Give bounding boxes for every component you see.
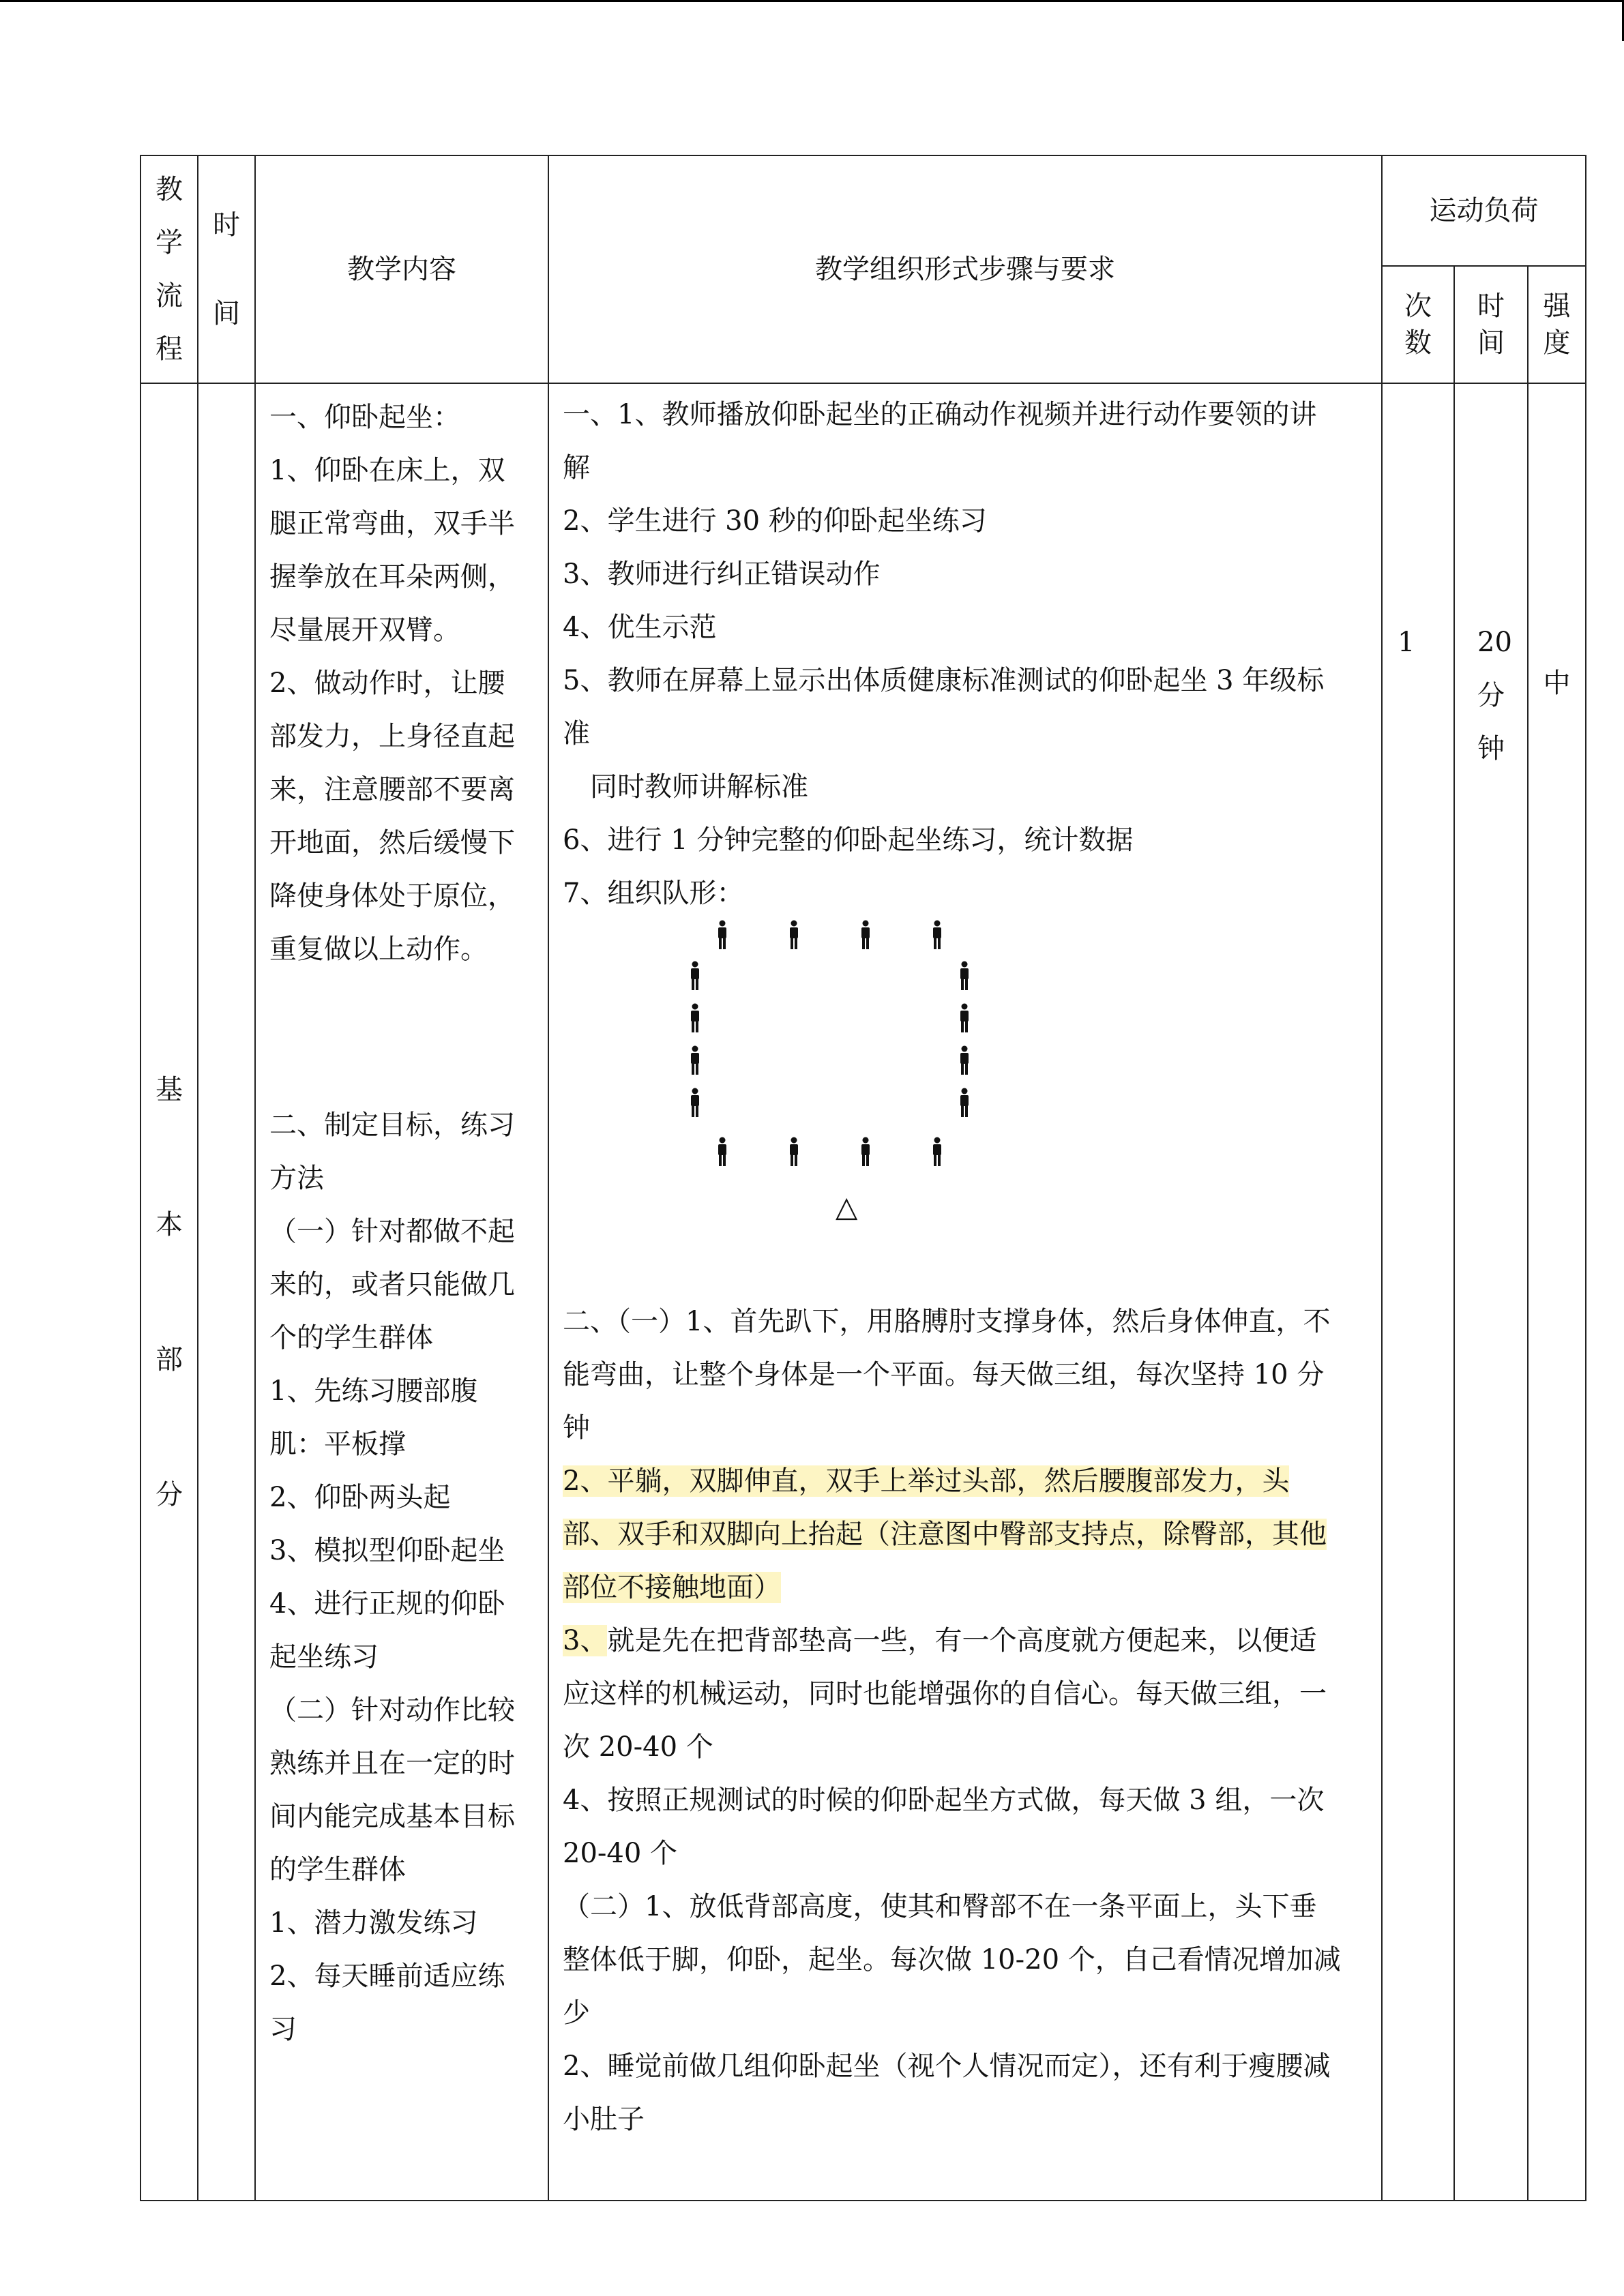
lesson-plan-table [140,155,1586,2201]
org-part3-text: 次 20-40 个 [563,1731,713,1763]
person-icon [689,1003,701,1037]
person-icon [931,1137,943,1171]
content-part1-line: 腿正常弯曲，双手半 [269,508,515,539]
content-part2-line: 二、制定目标，练习 [269,1109,515,1141]
content-part2-line: 习 [269,2014,297,2045]
content-part2-line: 1、先练习腰部腹 [269,1375,478,1407]
content-part2-line: 3、模拟型仰卧起坐 [269,1535,505,1566]
person-icon [958,1045,971,1079]
content-part2-line: 1、潜力激发练习 [269,1907,478,1939]
person-icon [931,920,943,954]
flow-cell [141,383,198,2201]
content-part2-line: 熟练并且在一定的时 [269,1748,515,1779]
load-intensity-cell [1528,383,1586,2201]
flow-char-1: 基 [156,1073,183,1105]
org-part1-line: 一、1、教师播放仰卧起坐的正确动作视频并进行动作要领的讲 [563,399,1317,430]
flow-char-2: 本 [156,1208,183,1240]
org-part1-line: 4、优生示范 [563,612,717,643]
person-icon [958,1003,971,1037]
load-intensity-value: 中 [1543,668,1571,699]
header-organization: 教学组织形式步骤与要求 [548,155,1382,383]
org-highlight-line [563,1508,1368,1561]
org-part1-line: 准 [563,718,590,749]
content-part1-line: 重复做以上动作。 [269,934,488,965]
org-part3-text: 4、按照正规测试的时候的仰卧起坐方式做，每天做 3 组，一次 [563,1785,1325,1816]
content-part2-line: 2、仰卧两头起 [269,1482,451,1513]
org-part1-line: 2、学生进行 30 秒的仰卧起坐练习 [563,505,987,537]
person-icon [689,961,701,995]
person-icon [689,1088,701,1122]
org-part3-text: 应这样的机械运动，同时也能增强你的自信心。每天做三组，一 [563,1678,1327,1710]
load-duration-cell [1454,383,1528,2201]
org-part3-text: 20-40 个 [563,1838,678,1869]
load-duration-value: 20分钟 [1477,627,1512,764]
content-part1-line: 开地面，然后缓慢下 [269,827,515,859]
org-part3-text: 就是先在把背部垫高一些，有一个高度就方便起来，以便适 [607,1625,1317,1656]
content-part2-line: 间内能完成基本目标 [269,1801,515,1832]
content-part2-line: 2、每天睡前适应练 [269,1960,505,1992]
content-part2-line: （二）针对动作比较 [269,1695,515,1726]
flow-char-3: 部 [156,1343,183,1375]
org-highlight-line [563,1561,1368,1614]
content-part2-line: 4、进行正规的仰卧 [269,1588,505,1620]
teacher-symbol: △ [836,1190,858,1223]
org-part2-line: 钟 [563,1412,590,1444]
load-count-cell [1382,383,1454,2201]
person-icon [716,920,728,954]
org-part1-line: 7、组织队形： [563,878,744,909]
org-part1-line: 3、教师进行纠正错误动作 [563,558,881,590]
org-part3-line [563,1933,1368,1986]
content-part1-line: 握拳放在耳朵两侧， [269,561,515,593]
content-cell [255,383,548,2201]
content-part2-line: 起坐练习 [269,1641,379,1673]
org-part3-line [563,1667,1368,1720]
header-count: 次数 [1382,266,1454,383]
person-icon [958,1088,971,1122]
content-part2-line: 来的，或者只能做几 [269,1269,515,1300]
formation-diagram [672,920,1095,1240]
org-part1-line: 6、进行 1 分钟完整的仰卧起坐练习，统计数据 [563,824,1134,856]
time-cell [198,383,255,2201]
org-part3-line [563,2040,1368,2093]
header-duration: 时间 [1454,266,1528,383]
org-part3-text: 少 [563,1997,590,2029]
org-part2-line: 二、（一）1、首先趴下，用胳膊肘支撑身体，然后身体伸直，不 [563,1306,1331,1337]
top-border-line [0,0,1624,2]
org-part3-line [563,1827,1368,1880]
content-part1-line: 来，注意腰部不要离 [269,774,515,805]
flow-char-4: 分 [156,1478,183,1510]
organization-cell [548,383,1382,2201]
org-part3-line [563,2093,1368,2146]
content-part2-line: 方法 [269,1163,324,1194]
load-count-value: 1 [1398,627,1415,658]
org-part1-line: 解 [563,452,590,483]
org-part3-line [563,1986,1368,2040]
org-part3-line [563,1614,1368,1667]
highlighted-text: 2、平躺，双脚伸直，双手上举过头部，然后腰腹部发力，头 [563,1465,1290,1497]
highlighted-prefix: 3、 [563,1625,608,1656]
org-part3-line [563,1720,1368,1774]
org-part3-line [563,1880,1368,1933]
person-icon [859,920,872,954]
content-part2-line: 的学生群体 [269,1854,406,1885]
highlighted-text: 部、双手和双脚向上抬起（注意图中臀部支持点，除臀部，其他 [563,1519,1327,1550]
header-content: 教学内容 [255,155,548,383]
content-part2-line: 肌：平板撑 [269,1429,406,1460]
org-part3-text: （二）1、放低背部高度，使其和臀部不在一条平面上，头下垂 [563,1891,1317,1922]
header-flow: 教学流程 [141,155,198,383]
org-part3-text: 整体低于脚，仰卧，起坐。每次做 10-20 个，自己看情况增加减 [563,1944,1341,1976]
org-highlight-line [563,1455,1368,1508]
org-part3-line [563,1774,1368,1827]
person-icon [689,1045,701,1079]
org-part3-text: 2、睡觉前做几组仰卧起坐（视个人情况而定），还有利于瘦腰减 [563,2051,1331,2082]
person-icon [958,961,971,995]
person-icon [788,920,800,954]
org-part1-line: 同时教师讲解标准 [590,771,808,803]
content-part1-line: 2、做动作时，让腰 [269,668,505,699]
content-part1-line: 一、仰卧起坐： [269,402,460,433]
content-part1-line: 尽量展开双臂。 [269,614,460,646]
org-part3-text: 小肚子 [563,2104,645,2135]
content-part1-line: 部发力，上身径直起 [269,721,515,752]
person-icon [788,1137,800,1171]
person-icon [716,1137,728,1171]
header-load: 运动负荷 [1382,155,1586,266]
content-part1-line: 降使身体处于原位， [269,880,515,912]
org-part1-line: 5、教师在屏幕上显示出体质健康标准测试的仰卧起坐 3 年级标 [563,665,1325,696]
person-icon [859,1137,872,1171]
org-part2-line: 能弯曲，让整个身体是一个平面。每天做三组，每次坚持 10 分 [563,1359,1325,1390]
content-part2-line: （一）针对都做不起 [269,1216,515,1247]
content-part2-line: 个的学生群体 [269,1322,433,1354]
header-time: 时间 [198,155,255,383]
content-part1-line: 1、仰卧在床上，双 [269,455,505,486]
highlighted-text: 部位不接触地面） [563,1572,781,1603]
header-intensity: 强度 [1528,266,1586,383]
